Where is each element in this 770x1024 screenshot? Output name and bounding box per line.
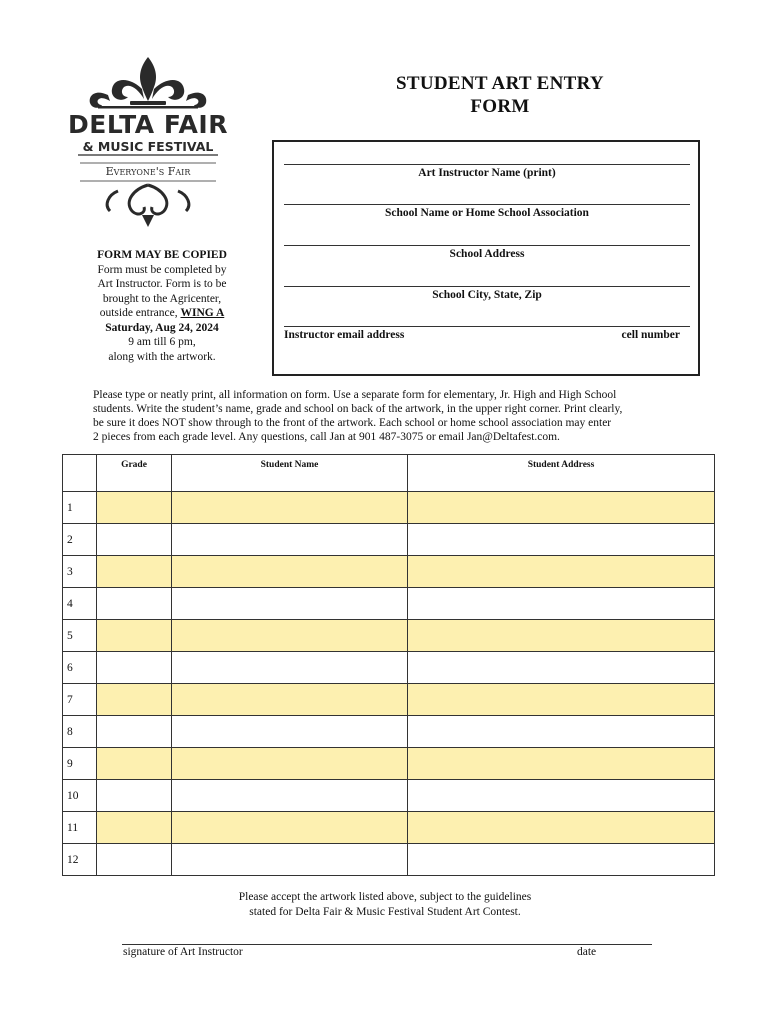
header-grade: Grade xyxy=(97,455,172,492)
student-name-cell[interactable] xyxy=(172,620,408,652)
school-name-label: School Name or Home School Association xyxy=(385,207,589,219)
delta-fair-logo xyxy=(68,55,228,230)
table-row xyxy=(63,652,715,684)
notice-time: 9 am till 6 pm, xyxy=(128,336,196,348)
school-address-label: School Address xyxy=(449,248,525,260)
school-address-field[interactable] xyxy=(284,245,690,260)
table-row xyxy=(63,524,715,556)
student-entry-table xyxy=(62,454,715,876)
student-name-cell[interactable] xyxy=(172,716,408,748)
row-number: 5 xyxy=(63,620,97,652)
table-row xyxy=(63,620,715,652)
header-student-address: Student Address xyxy=(408,455,715,492)
student-name-cell[interactable] xyxy=(172,844,408,876)
student-address-cell[interactable] xyxy=(408,588,715,620)
logo-line2: & MUSIC FESTIVAL xyxy=(82,139,214,154)
school-city-field[interactable] xyxy=(284,286,690,301)
notice-text3: brought to the Agricenter, xyxy=(102,292,222,305)
flourish-icon xyxy=(107,185,189,214)
table-row xyxy=(63,844,715,876)
acceptance-statement xyxy=(180,890,590,920)
logo-line1: DELTA FAIR xyxy=(68,110,228,139)
logo-tagline: Everyone's Fair xyxy=(105,165,191,178)
student-name-cell[interactable] xyxy=(172,748,408,780)
student-address-cell[interactable] xyxy=(408,748,715,780)
grade-cell[interactable] xyxy=(97,588,172,620)
instructions-line2: students. Write the student’s name, grade and school on back of the artwork, in the upper right corner. Print clearly, xyxy=(93,403,623,415)
notice-text1: Form must be completed by xyxy=(97,263,227,276)
row-number: 4 xyxy=(63,588,97,620)
instructions-line4: 2 pieces from each grade level. Any questions, call Jan at 901 487-3075 or email Jan@Deltafest.com. xyxy=(93,431,560,443)
grade-cell[interactable] xyxy=(97,652,172,684)
school-city-label: School City, State, Zip xyxy=(432,289,542,301)
table-row xyxy=(63,780,715,812)
student-name-cell[interactable] xyxy=(172,588,408,620)
signature-label: signature of Art Instructor xyxy=(123,946,243,958)
row-number: 2 xyxy=(63,524,97,556)
grade-cell[interactable] xyxy=(97,812,172,844)
table-row xyxy=(63,716,715,748)
row-number: 1 xyxy=(63,492,97,524)
row-number: 6 xyxy=(63,652,97,684)
form-title xyxy=(360,72,640,118)
instructions-paragraph xyxy=(93,388,693,444)
accept-line2: stated for Delta Fair & Music Festival Student Art Contest. xyxy=(249,906,521,918)
notice-text4-wrap xyxy=(82,306,242,321)
date-label: date xyxy=(577,946,597,958)
grade-cell[interactable] xyxy=(97,492,172,524)
table-row xyxy=(63,684,715,716)
signature-line[interactable] xyxy=(122,944,652,945)
notice-heading: FORM MAY BE COPIED xyxy=(97,249,227,261)
student-name-cell[interactable] xyxy=(172,492,408,524)
form-title-line1: STUDENT ART ENTRY xyxy=(396,73,604,94)
student-name-cell[interactable] xyxy=(172,780,408,812)
instructions-line1: Please type or neatly print, all information on form. Use a separate form for elementary, Jr. High and High School xyxy=(93,389,617,401)
grade-cell[interactable] xyxy=(97,780,172,812)
student-address-cell[interactable] xyxy=(408,652,715,684)
notice-text2: Art Instructor. Form is to be xyxy=(97,278,227,290)
cell-number-label: cell number xyxy=(621,329,680,341)
form-title-line2: FORM xyxy=(470,96,530,117)
student-name-cell[interactable] xyxy=(172,684,408,716)
student-address-cell[interactable] xyxy=(408,556,715,588)
header-student-name: Student Name xyxy=(172,455,408,492)
student-name-cell[interactable] xyxy=(172,556,408,588)
student-name-cell[interactable] xyxy=(172,812,408,844)
table-row xyxy=(63,556,715,588)
notice-along: along with the artwork. xyxy=(108,350,216,363)
email-cell-field[interactable] xyxy=(284,326,690,341)
student-address-cell[interactable] xyxy=(408,524,715,556)
student-address-cell[interactable] xyxy=(408,684,715,716)
student-name-cell[interactable] xyxy=(172,652,408,684)
grade-cell[interactable] xyxy=(97,844,172,876)
grade-cell[interactable] xyxy=(97,620,172,652)
email-label: Instructor email address xyxy=(284,329,405,341)
instructor-info-box xyxy=(272,140,700,376)
notice-date: Saturday, Aug 24, 2024 xyxy=(105,321,219,334)
table-row xyxy=(63,492,715,524)
row-number: 7 xyxy=(63,684,97,716)
row-number: 8 xyxy=(63,716,97,748)
table-header-row xyxy=(63,455,715,492)
grade-cell[interactable] xyxy=(97,716,172,748)
row-number: 10 xyxy=(63,780,97,812)
instructions-line3: be sure it does NOT show through to the front of the artwork. Each school or home school association may enter xyxy=(93,417,612,429)
student-address-cell[interactable] xyxy=(408,812,715,844)
grade-cell[interactable] xyxy=(97,748,172,780)
grade-cell[interactable] xyxy=(97,524,172,556)
fleur-de-lis-icon xyxy=(90,57,207,109)
student-name-cell[interactable] xyxy=(172,524,408,556)
notice-wing: WING A xyxy=(180,307,225,319)
table-row xyxy=(63,588,715,620)
row-number: 11 xyxy=(63,812,97,844)
notice-text4: outside entrance, xyxy=(99,307,178,319)
accept-line1: Please accept the artwork listed above, subject to the guidelines xyxy=(238,891,532,903)
instructor-name-label: Art Instructor Name (print) xyxy=(418,167,556,179)
student-address-cell[interactable] xyxy=(408,620,715,652)
student-address-cell[interactable] xyxy=(408,844,715,876)
student-address-cell[interactable] xyxy=(408,780,715,812)
row-number: 9 xyxy=(63,748,97,780)
row-number: 12 xyxy=(63,844,97,876)
grade-cell[interactable] xyxy=(97,684,172,716)
student-address-cell[interactable] xyxy=(408,492,715,524)
header-number xyxy=(63,455,97,492)
copy-notice xyxy=(82,248,242,364)
table-row xyxy=(63,812,715,844)
school-name-field[interactable] xyxy=(284,204,690,219)
grade-cell[interactable] xyxy=(97,556,172,588)
table-row xyxy=(63,748,715,780)
instructor-name-field[interactable] xyxy=(284,164,690,179)
row-number: 3 xyxy=(63,556,97,588)
student-address-cell[interactable] xyxy=(408,716,715,748)
